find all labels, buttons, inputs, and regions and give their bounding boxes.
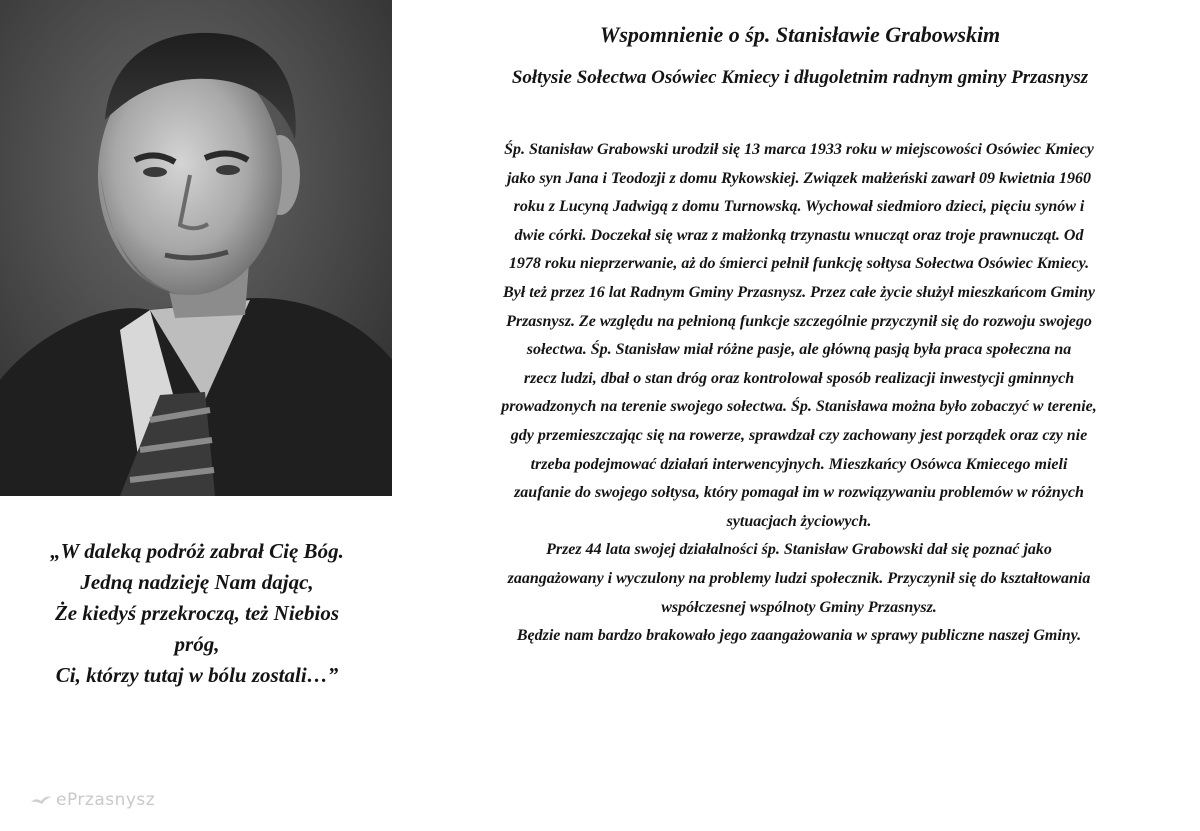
biography-line: Był też przez 16 lat Radnym Gminy Przasnysz. Przez całe życie służył mieszkańcom Gminy — [503, 283, 1095, 301]
quote-line: próg, — [174, 632, 220, 656]
biography-line: zaufanie do swojego sołtysa, który pomagał im w rozwiązywaniu problemów w różnych — [514, 484, 1084, 502]
bird-icon — [30, 793, 52, 807]
heading — [400, 20, 1200, 92]
portrait-illustration — [0, 0, 392, 496]
watermark-text: ePrzasnysz — [56, 790, 156, 810]
biography-line: rzecz ludzi, dbał o stan dróg oraz kontrolował sposób realizacji inwestycji gminnych — [523, 369, 1075, 387]
memorial-quote — [22, 536, 372, 691]
biography-line: prowadzonych na terenie swojego sołectwa. Śp. Stanisława można było zobaczyć w terenie, — [501, 398, 1097, 416]
portrait-photo — [0, 0, 392, 496]
document-title: Wspomnienie o śp. Stanisławie Grabowskim — [599, 22, 1001, 47]
biography-text — [414, 136, 1184, 651]
biography-line: gdy przemieszczając się na rowerze, sprawdzał czy zachowany jest porządek oraz czy nie — [510, 426, 1088, 444]
document-subtitle: Sołtysie Sołectwa Osówiec Kmiecy i długoletnim radnym gminy Przasnysz — [511, 67, 1089, 88]
biography-line: Śp. Stanisław Grabowski urodził się 13 marca 1933 roku w miejscowości Osówiec Kmiecy — [504, 141, 1094, 158]
biography-line: roku z Lucyną Jadwigą z domu Turnowską. Wychował siedmioro dzieci, pięciu synów i — [513, 198, 1085, 216]
quote-line: Jedną nadzieję Nam dając, — [80, 570, 314, 594]
biography-line: Będzie nam bardzo brakowało jego zaangażowania w sprawy publiczne naszej Gminy. — [516, 627, 1082, 645]
quote-line: „W daleką podróż zabrał Cię Bóg. — [50, 539, 344, 563]
biography-line: jako syn Jana i Teodozji z domu Rykowskiej. Związek małżeński zawarł 09 kwietnia 1960 — [506, 169, 1092, 187]
biography-line: trzeba podejmować działań interwencyjnych. Mieszkańcy Osówca Kmiecego mieli — [530, 455, 1068, 473]
biography-line: współczesnej wspólnoty Gminy Przasnysz. — [661, 598, 937, 616]
biography-line: Przez 44 lata swojej działalności śp. Stanisław Grabowski dał się poznać jako — [546, 541, 1052, 559]
quote-line: Że kiedyś przekroczą, też Niebios — [54, 601, 340, 625]
biography-line: zaangażowany i wyczulony na problemy ludzi społecznik. Przyczynił się do kształtowania — [507, 569, 1091, 587]
quote-line: Ci, którzy tutaj w bólu zostali…” — [55, 663, 339, 687]
biography-line: sołectwa. Śp. Stanisław miał różne pasje, ale główną pasją była praca społeczna na — [526, 341, 1072, 359]
biography-line: Przasnysz. Ze względu na pełnioną funkcje szczególnie przyczynił się do rozwoju swojego — [506, 312, 1092, 330]
biography-line: 1978 roku nieprzerwanie, aż do śmierci pełnił funkcję sołtysa Sołectwa Osówiec Kmiecy. — [508, 255, 1090, 273]
biography-line: sytuacjach życiowych. — [726, 512, 872, 530]
watermark — [30, 790, 155, 810]
biography-line: dwie córki. Doczekał się wraz z małżonką trzynastu wnucząt oraz troje prawnucząt. Od — [514, 226, 1084, 244]
